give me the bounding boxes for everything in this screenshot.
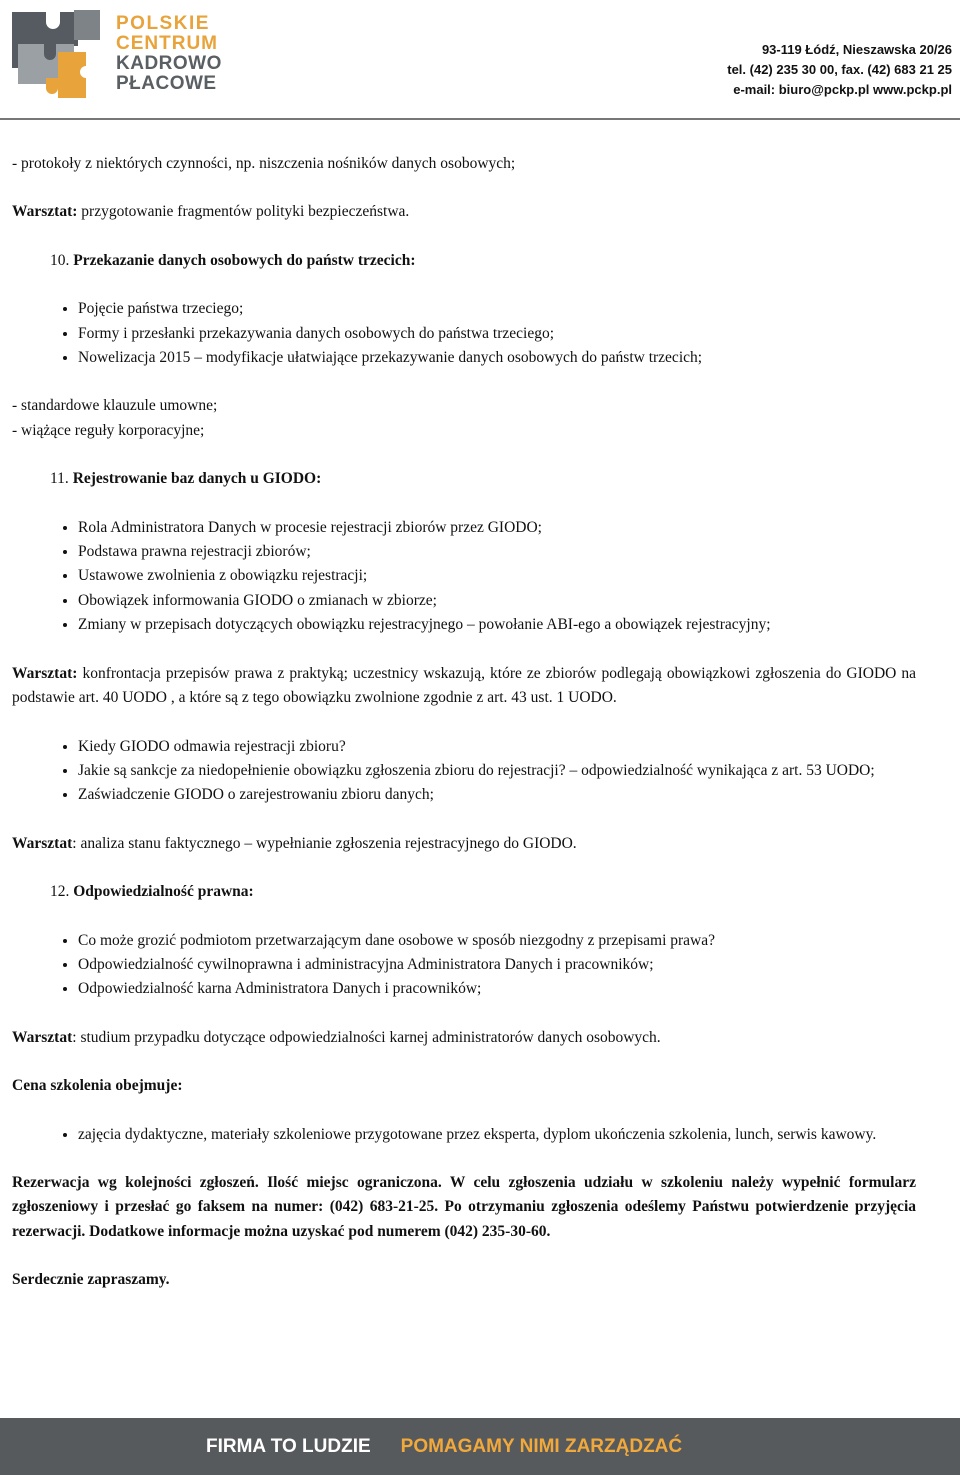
dash-item: - wiążące reguły korporacyjne;: [12, 421, 205, 439]
workshop-label: Warsztat: [12, 834, 73, 852]
list-item: • Podstawa prawna rejestracji zbiorów;: [78, 540, 916, 564]
closing-line: Serdecznie zapraszamy.: [12, 1271, 170, 1289]
workshop-2: [12, 662, 916, 711]
footer-slogan-right: POMAGAMY NIMI ZARZĄDZAĆ: [400, 1436, 683, 1457]
list-item: • Co może grozić podmiotom przetwarzającym dane osobowe w sposób niezgodny z przepisami prawa?: [78, 929, 916, 953]
workshop-label: Warsztat: [12, 1028, 73, 1046]
list-item: • Jakie są sankcje za niedopełnienie obowiązku zgłoszenia zbioru do rejestracji? – odpowiedzialność wynikająca z art. 53 UODO;: [78, 759, 916, 783]
list-item: • Ustawowe zwolnienia z obowiązku rejestracji;: [78, 564, 916, 588]
section-12-list: [12, 929, 916, 1002]
phone: tel. (42) 235 30 00, fax. (42) 683 21 25: [727, 62, 952, 77]
price-list: [12, 1123, 916, 1147]
list-item: • Formy i przesłanki przekazywania danych osobowych do państwa trzeciego;: [78, 322, 916, 346]
section-title: Przekazanie danych osobowych do państw trzecich:: [73, 251, 416, 269]
section-11-list: [12, 516, 916, 638]
list-item: • Zaświadczenie GIODO o zarejestrowaniu zbioru danych;: [78, 783, 916, 807]
contact-info: [727, 40, 952, 100]
workshop-text: : studium przypadku dotyczące odpowiedzialności karnej administratorów danych osobowych.: [72, 1028, 661, 1046]
email-web: e-mail: biuro@pckp.pl www.pckp.pl: [733, 82, 952, 97]
list-item: • Nowelizacja 2015 – modyfikacje ułatwiające przekazywanie danych osobowych do państw trzecich;: [78, 346, 916, 370]
section-12-title: [12, 880, 916, 904]
section-number: 11.: [50, 470, 69, 488]
list-item: • Obowiązek informowania GIODO o zmianach w zbiorze;: [78, 589, 916, 613]
list-item: • Zmiany w przepisach dotyczących obowiązku rejestracyjnego – powołanie ABI-ego a obowiązek rejestracyjny;: [78, 613, 916, 637]
list-item: • Odpowiedzialność cywilnoprawna i administracyjna Administratora Danych i pracowników;: [78, 953, 916, 977]
address: 93-119 Łódź, Nieszawska 20/26: [761, 42, 952, 57]
list-item: • Pojęcie państwa trzeciego;: [78, 297, 916, 321]
workshop-4: [12, 1026, 916, 1050]
brand-line-3: KADROWO: [116, 53, 222, 74]
list-item: • zajęcia dydaktyczne, materiały szkoleniowe przygotowane przez eksperta, dyplom ukończenia szkolenia, lunch, serwis kawowy.: [78, 1123, 916, 1147]
section-11-title: [12, 467, 916, 491]
document-body: [12, 152, 916, 1293]
section-title: Rejestrowanie baz danych u GIODO:: [72, 470, 322, 488]
header-divider: [0, 118, 960, 120]
section-number: 12.: [50, 883, 70, 901]
workshop-label: Warsztat:: [12, 203, 78, 221]
workshop-text: : analiza stanu faktycznego – wypełnianie zgłoszenia rejestracyjnego do GIODO.: [72, 834, 577, 852]
section-title: Odpowiedzialność prawna:: [73, 883, 254, 901]
workshop-text: konfrontacja przepisów prawa z praktyką; uczestnicy wskazują, które ze zbiorów podlegają obowiązkowi zgłoszenia do GIODO na podstawie art. 40 UODO , a które są z tego obowiązku zwolnione zgodnie z art. 43 ust. 1 UODO.: [12, 664, 916, 707]
page-footer: [0, 1418, 960, 1475]
brand-line-2: CENTRUM: [116, 33, 218, 54]
list-item: • Odpowiedzialność karna Administratora Danych i pracowników;: [78, 977, 916, 1001]
workshop-3: [12, 832, 916, 856]
workshop-text: przygotowanie fragmentów polityki bezpieczeństwa.: [77, 203, 410, 221]
footer-slogan: [206, 1436, 682, 1458]
brand-line-4: PŁACOWE: [116, 73, 217, 94]
footer-slogan-left: FIRMA TO LUDZIE: [206, 1436, 371, 1457]
workshop-1: [12, 200, 916, 224]
list-item: • Kiedy GIODO odmawia rejestracji zbioru?: [78, 735, 916, 759]
dash-item: - standardowe klauzule umowne;: [12, 397, 218, 415]
protocol-line: - protokoły z niektórych czynności, np. niszczenia nośników danych osobowych;: [12, 155, 516, 172]
brand-line-1: POLSKIE: [116, 13, 210, 34]
section-number: 10.: [50, 251, 70, 269]
list-item: • Rola Administratora Danych w procesie rejestracji zbiorów przez GIODO;: [78, 516, 916, 540]
section-10-title: [12, 249, 916, 273]
workshop-label: Warsztat:: [12, 664, 78, 682]
section-11b-list: [12, 735, 916, 808]
page-header: [0, 0, 960, 112]
reservation-info: Rezerwacja wg kolejności zgłoszeń. Ilość miejsc ograniczona. W celu zgłoszenia udziału w szkoleniu należy wypełnić formularz zgłoszeniowy i przesłać go faksem na numer: (042) 683-21-25. Po otrzymaniu zgłoszenia odeślemy Państwu potwierdzenie przyjęcia rezerwacji. Dodatkowe informacje można uzyskać pod numerem (042) 235-30-60.: [12, 1173, 916, 1240]
section-10-list: [12, 297, 916, 370]
puzzle-logo-icon: [6, 4, 110, 104]
brand-name: [116, 14, 222, 94]
price-title: Cena szkolenia obejmuje:: [12, 1077, 183, 1095]
